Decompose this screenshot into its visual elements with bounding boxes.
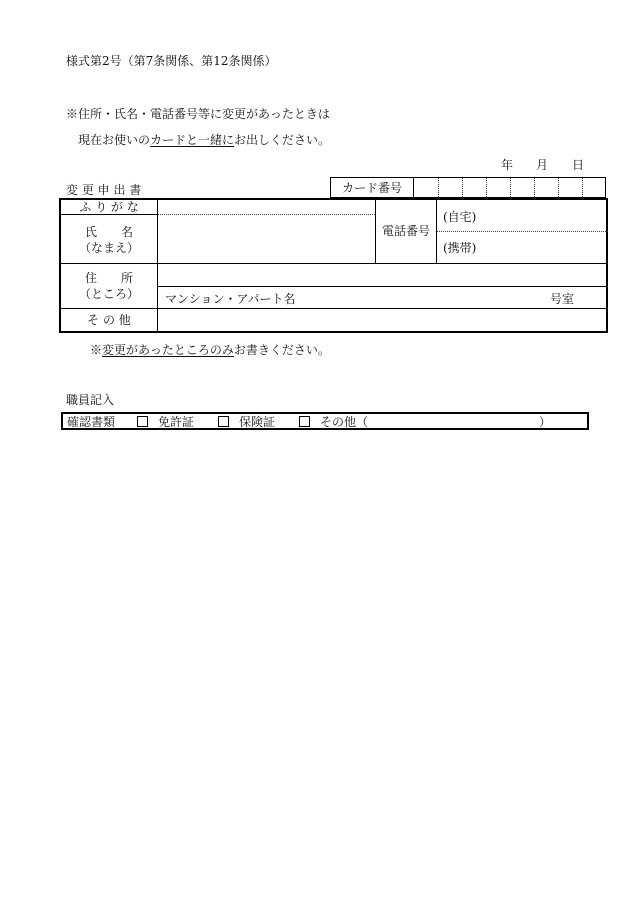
license-checkbox[interactable]: [137, 416, 148, 427]
apartment-label: マンション・アパート名: [165, 292, 296, 306]
card-digit-cell[interactable]: [582, 178, 605, 197]
other-input[interactable]: [159, 310, 607, 330]
change-request-form: [59, 198, 608, 333]
form-title: 変 更 申 出 書: [66, 183, 142, 197]
name-input[interactable]: [159, 216, 375, 262]
close-paren: ）: [538, 414, 551, 429]
card-digit-cell[interactable]: [414, 178, 438, 197]
instruction-suffix: お出しください。: [234, 133, 331, 147]
card-digit-cell[interactable]: [534, 178, 558, 197]
card-digit-cell[interactable]: [510, 178, 534, 197]
date-month-label: 月: [536, 158, 549, 172]
form-number: 様式第2号（第7条関係、第12条関係）: [66, 54, 277, 68]
card-digit-cell[interactable]: [438, 178, 462, 197]
submission-instruction: [78, 131, 330, 148]
address-reading-label: （ところ）: [78, 287, 139, 301]
other-checkbox[interactable]: [299, 416, 310, 427]
address-label: 住 所: [84, 271, 133, 285]
change-notice: ※住所・氏名・電話番号等に変更があったときは: [66, 107, 330, 121]
address-input[interactable]: [159, 265, 607, 285]
name-label: 氏 名: [84, 225, 133, 239]
other-option-label: その他（: [320, 414, 369, 429]
document-type-label: 確認書類: [67, 414, 116, 429]
date-year-label: 年: [501, 158, 514, 172]
card-digit-cell[interactable]: [486, 178, 510, 197]
room-number-label: 号室: [550, 292, 575, 306]
license-option-label: 免許証: [158, 414, 195, 429]
card-number-row: [330, 177, 606, 198]
footnote-emphasis: 変更があったところのみ: [102, 343, 234, 357]
instruction-prefix: 現在お使いの: [78, 133, 151, 147]
furigana-label: ふ り が な: [79, 200, 139, 214]
furigana-input[interactable]: [159, 200, 375, 213]
phone-home-input[interactable]: [491, 202, 607, 230]
other-label: そ の 他: [87, 313, 131, 327]
insurance-option-label: 保険証: [239, 414, 276, 429]
phone-home-label: (自宅): [443, 210, 477, 224]
instruction-emphasis: カードと一緒に: [150, 133, 235, 147]
other-document-input[interactable]: [368, 414, 539, 428]
date-day-label: 日: [572, 158, 585, 172]
phone-mobile-label: (携帯): [443, 241, 477, 255]
footnote-suffix: お書きください。: [233, 343, 330, 357]
footnote-mark: ※: [90, 343, 103, 357]
staff-entry-box: [61, 412, 589, 430]
card-number-cells[interactable]: [414, 178, 605, 197]
name-reading-label: （なまえ）: [78, 241, 139, 255]
card-digit-cell[interactable]: [462, 178, 486, 197]
staff-section-title: 職員記入: [66, 393, 115, 407]
card-number-label: カード番号: [331, 178, 414, 197]
card-digit-cell[interactable]: [558, 178, 582, 197]
footnote: [90, 341, 330, 358]
insurance-checkbox[interactable]: [218, 416, 229, 427]
phone-mobile-input[interactable]: [491, 233, 607, 262]
phone-label: 電話番号: [381, 224, 430, 238]
